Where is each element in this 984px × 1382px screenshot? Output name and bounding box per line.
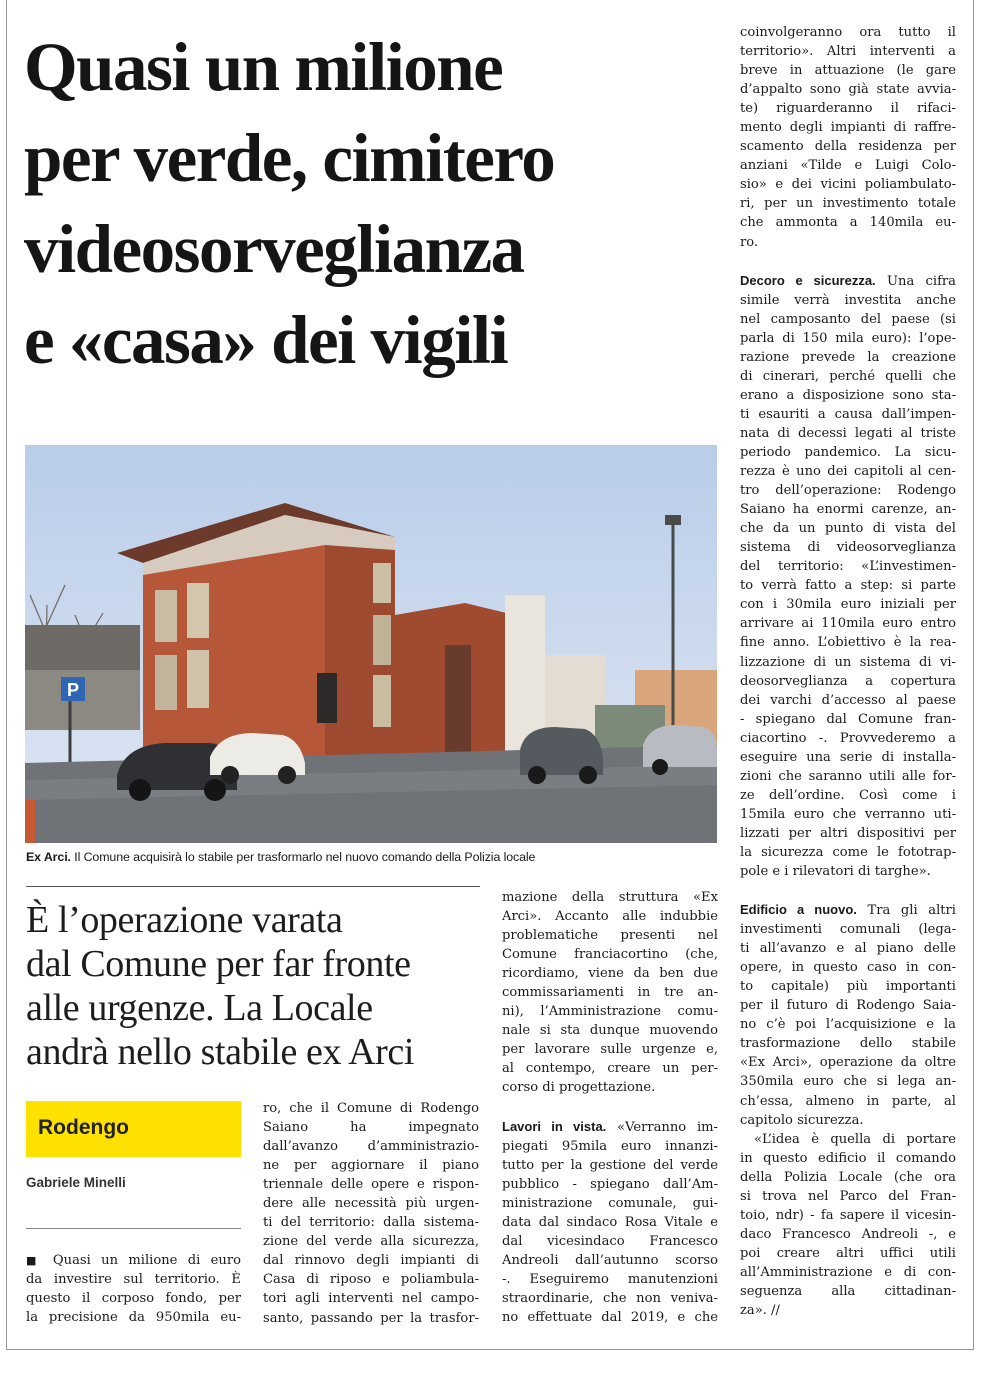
text-line: Quasi un milione di euro bbox=[52, 1253, 241, 1268]
text-line: nata di decessi legati al triste bbox=[740, 425, 956, 441]
text-line: poi creare altri uffici utili bbox=[740, 1245, 956, 1261]
text-line: Saiano ha enormi carenze, an- bbox=[740, 502, 956, 518]
text-line: 15mila euro che verranno uti- bbox=[740, 806, 956, 822]
text-line: no effettuate dal 2019, e che bbox=[502, 1309, 718, 1325]
photo-caption bbox=[26, 849, 726, 865]
text-line: tutto per la gestione del verde bbox=[502, 1157, 718, 1173]
text-line: pubblico - spiegano dall’Am- bbox=[502, 1176, 718, 1192]
text-line: ricordiamo, viene da ben due bbox=[502, 966, 718, 982]
caption-label: Ex Arci. bbox=[26, 850, 71, 864]
photo-illustration bbox=[25, 445, 717, 843]
subheadline-line: andrà nello stabile ex Arci bbox=[26, 1031, 415, 1073]
article-photo bbox=[25, 445, 717, 843]
text-line: - spiegano dal Comune fran- bbox=[740, 711, 956, 727]
text-line: ro. bbox=[740, 234, 759, 250]
text-line: ze dell’ordine. Così come i bbox=[740, 787, 956, 803]
text-line: pole e i rilevatori di targhe». bbox=[740, 864, 931, 880]
text-line: Andreoli dall’autunno scorso bbox=[502, 1252, 718, 1268]
text-line: della Polizia Locale (che ora bbox=[740, 1169, 956, 1185]
text-line: trasformazione dello stabile bbox=[740, 1036, 956, 1052]
article-column-3 bbox=[502, 888, 718, 1327]
text-line: tro dell’operazione: Rodengo bbox=[740, 483, 956, 499]
text-line: Una cifra bbox=[875, 273, 956, 289]
text-line: Tra gli altri bbox=[856, 903, 956, 919]
text-line: sistema di videosorveglianza bbox=[740, 540, 956, 556]
text-line: Saiano ha impegnato bbox=[263, 1120, 479, 1136]
article-column-1 bbox=[26, 1251, 241, 1327]
text-line: la precisione da 950mila eu- bbox=[26, 1310, 241, 1326]
text-line: investimenti comunali (lega- bbox=[740, 922, 956, 938]
text-line: questo il corposo fondo, per bbox=[26, 1291, 241, 1307]
text-line: sio» e dei vicini poliambulato- bbox=[740, 177, 956, 193]
text-line: santo, passando per la trasfor- bbox=[263, 1310, 479, 1326]
parking-sign-letter: P bbox=[66, 680, 80, 700]
text-line: «L’idea è quella di portare bbox=[754, 1131, 956, 1147]
subheadline-line: alle urgenze. La Locale bbox=[26, 987, 373, 1029]
text-line: di cinerari, perché quelli che bbox=[740, 368, 956, 384]
text-line: fine anno. L’obiettivo è la rea- bbox=[740, 635, 956, 651]
text-line: per il futuro di Rodengo Saia- bbox=[740, 998, 956, 1014]
text-line: piegati 95mila euro innanzi- bbox=[502, 1138, 718, 1154]
text-line: commissariamenti in tre an- bbox=[502, 985, 718, 1001]
subheadline bbox=[26, 898, 496, 1074]
text-line: Casa di riposo e poliambula- bbox=[263, 1272, 479, 1288]
text-line: del territorio: «L’investimen- bbox=[740, 559, 956, 575]
divider bbox=[26, 1228, 241, 1229]
text-line: tori agli interventi nel campo- bbox=[263, 1291, 479, 1307]
article-column-2 bbox=[263, 1099, 479, 1328]
text-line: toio, ndr) - fa sapere il vicesin- bbox=[740, 1207, 956, 1223]
text-line: to verrà fatto a step: si parte bbox=[740, 578, 956, 594]
text-line: ti all’avanzo e al piano delle bbox=[740, 941, 956, 957]
text-line: mazione della struttura «Ex bbox=[502, 890, 718, 905]
text-line: nel camposanto del paese (si bbox=[740, 311, 956, 327]
text-line: ri, per un investimento totale bbox=[740, 196, 956, 212]
text-line: «Verranno im- bbox=[606, 1119, 718, 1135]
text-line: ciacortino -. Provvederemo a bbox=[740, 730, 956, 746]
text-line: -. Eseguiremo manutenzioni bbox=[502, 1271, 718, 1287]
text-line: zione del verde alla sicurezza, bbox=[263, 1234, 479, 1250]
headline-line: e «casa» dei vigili bbox=[24, 302, 508, 378]
text-line: dere alle necessità più urgen- bbox=[263, 1196, 479, 1212]
text-line: ch’essa, almeno in parte, al bbox=[740, 1093, 956, 1109]
text-line: ne per aggiornare il piano bbox=[263, 1158, 479, 1174]
text-line: rezza è uno dei capitoli al cen- bbox=[740, 464, 956, 480]
text-line: si trova nel Parco del Fran- bbox=[740, 1188, 956, 1204]
text-line: che da un punto di vista del bbox=[740, 521, 956, 537]
headline-line: videosorveglianza bbox=[24, 211, 524, 287]
text-line: ni), l’Amministrazione comu- bbox=[502, 1004, 718, 1020]
text-line: Comune franciacortino (che, bbox=[502, 947, 718, 963]
text-line: zioni che saranno utili alle for- bbox=[740, 768, 956, 784]
article-column-4 bbox=[740, 23, 956, 1320]
location-tag bbox=[26, 1101, 241, 1157]
text-line: to capitale) più importanti bbox=[740, 979, 956, 995]
text-line: per lavorare sulle urgenze e, bbox=[502, 1042, 718, 1058]
section-runin: Lavori in vista. bbox=[502, 1118, 607, 1134]
text-line: te) riguarderanno il rifaci- bbox=[740, 101, 956, 117]
text-line: lizzazione di un sistema di vi- bbox=[740, 654, 956, 670]
text-line: da investire sul territorio. È bbox=[26, 1272, 241, 1288]
text-line: dall’avanzo d’amministrazio- bbox=[263, 1139, 479, 1155]
bullet-square-icon: ■ bbox=[26, 1254, 43, 1267]
text-line: dal rinnovo degli impianti di bbox=[263, 1253, 479, 1269]
text-line: eseguire una serie di installa- bbox=[740, 749, 956, 765]
text-line: all’Amministrazione e di con- bbox=[740, 1264, 956, 1280]
text-line: dal vicesindaco Francesco bbox=[502, 1233, 718, 1249]
text-line: anziani «Tilde e Luigi Colo- bbox=[740, 158, 956, 174]
location-label: Rodengo bbox=[38, 1116, 129, 1139]
section-runin: Edificio a nuovo. bbox=[740, 902, 857, 918]
text-line: territorio». Altri interventi a bbox=[740, 44, 956, 60]
text-line: problematiche presenti nel bbox=[502, 928, 718, 944]
text-line: ministrazione comunale, gui- bbox=[502, 1195, 718, 1211]
text-line: in questo edificio il comando bbox=[740, 1150, 956, 1166]
text-line: breve in attuazione (le gare bbox=[740, 63, 956, 79]
text-line: mento degli impianti di raffre- bbox=[740, 120, 956, 136]
caption-text: Il Comune acquisirà lo stabile per trasformarlo nel nuovo comando della Polizia locale bbox=[70, 850, 536, 864]
text-line: opere, in questo caso in con- bbox=[740, 960, 956, 976]
subheadline-line: dal Comune per far fronte bbox=[26, 943, 411, 985]
text-line: «Ex Arci», operazione da oltre bbox=[740, 1055, 956, 1071]
text-line: con i 30mila euro iniziali per bbox=[740, 597, 956, 613]
text-line: erano a disposizione sono sta- bbox=[740, 387, 956, 403]
text-line: 350mila euro che si lega an- bbox=[740, 1074, 956, 1090]
text-line: la sicurezza come le fototrap- bbox=[740, 844, 956, 860]
byline: Gabriele Minelli bbox=[26, 1175, 126, 1190]
text-line: data dal sindaco Rosa Vitale e bbox=[502, 1214, 718, 1230]
text-line: arrivare ai 110mila euro entro bbox=[740, 616, 956, 632]
section-runin: Decoro e sicurezza. bbox=[740, 272, 876, 288]
text-line: periodo pandemico. La sicu- bbox=[740, 444, 956, 460]
text-line: za». // bbox=[740, 1303, 780, 1319]
text-line: nale si sta dunque muovendo bbox=[502, 1023, 718, 1039]
text-line: no c’è poi l’acquisizione e la bbox=[740, 1017, 956, 1033]
text-line: scamento della residenza per bbox=[740, 139, 956, 155]
text-line: razione prevede la creazione bbox=[740, 349, 956, 365]
text-line: seguenza alla cittadinan- bbox=[740, 1284, 956, 1299]
text-line: d’appalto sono già state avvia- bbox=[740, 82, 956, 98]
text-line: triennale delle opere e rispon- bbox=[263, 1177, 479, 1193]
text-line: che ammonta a 140mila eu- bbox=[740, 215, 956, 231]
text-line: al contempo, creare un per- bbox=[502, 1061, 718, 1077]
headline-line: per verde, cimitero bbox=[24, 120, 555, 196]
text-line: lizzati per altri dispositivi per bbox=[740, 825, 956, 841]
text-line: coinvolgeranno ora tutto il bbox=[740, 25, 956, 40]
text-line: parla di 150 mila euro): l’ope- bbox=[740, 330, 956, 346]
text-line: dei varchi d’accesso al paese bbox=[740, 692, 956, 708]
headline-line: Quasi un milione bbox=[24, 29, 503, 105]
text-line: ti del territorio: dalla sistema- bbox=[263, 1215, 479, 1231]
text-line: Arci». Accanto alle indubbie bbox=[502, 909, 718, 925]
text-line: daco Francesco Andreoli -, e bbox=[740, 1226, 956, 1242]
text-line: simile verrà investita anche bbox=[740, 292, 956, 308]
text-line: ti esauriti a causa dall’impen- bbox=[740, 406, 956, 422]
text-line: ro, che il Comune di Rodengo bbox=[263, 1101, 479, 1116]
headline bbox=[24, 22, 714, 386]
text-line: deosorveglianza a copertura bbox=[740, 673, 956, 689]
text-line: corso di progettazione. bbox=[502, 1080, 656, 1096]
text-line: capitolo sicurezza. bbox=[740, 1112, 864, 1128]
text-line: straordinarie, che non veniva- bbox=[502, 1290, 718, 1306]
subheadline-line: È l’operazione varata bbox=[26, 899, 343, 941]
divider bbox=[26, 886, 480, 887]
